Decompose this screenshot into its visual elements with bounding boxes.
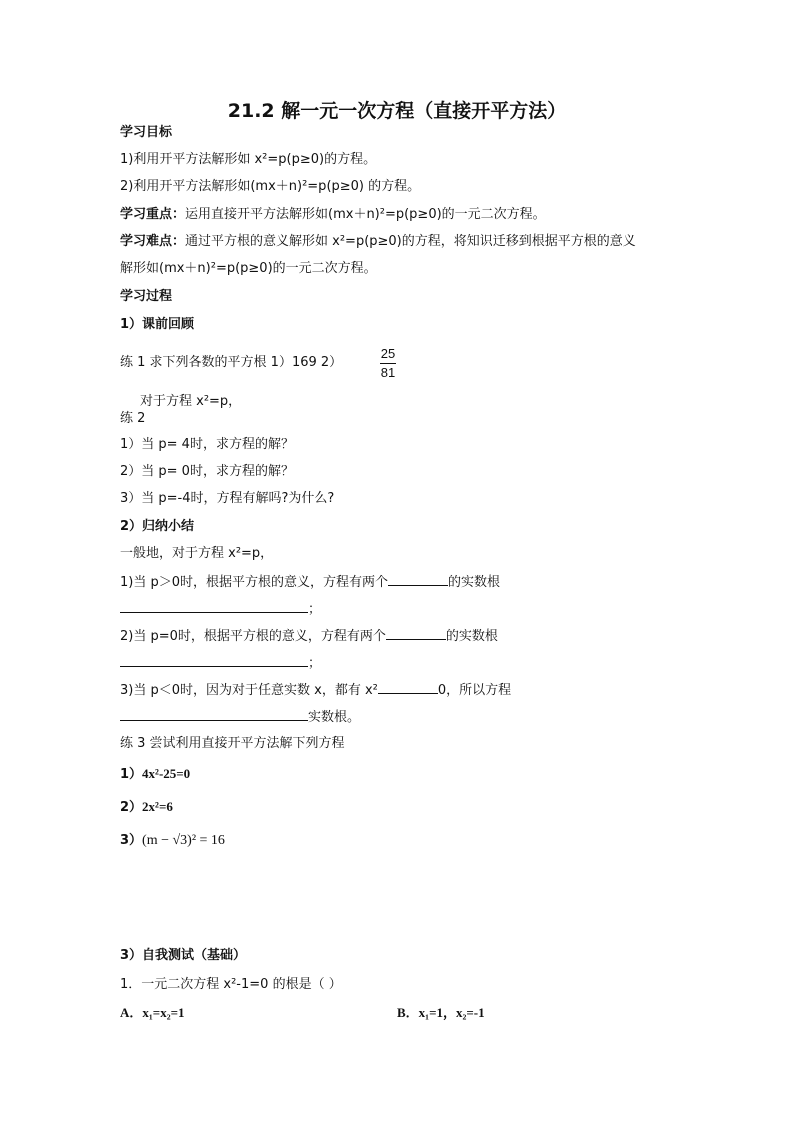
- page-title: 21.2 解一元一次方程（直接开平方法）: [227, 100, 567, 122]
- self-test-question-1: 1．一元二次方程 x²-1=0 的根是（ ）: [120, 977, 342, 992]
- option-b: B．x₁=1，x₂=-1: [397, 1005, 485, 1020]
- exercise-2-item-3: 3）当 p=-4时，方程有解吗?为什么?: [120, 491, 335, 506]
- practice-3-item-3: [120, 832, 225, 850]
- summary-item-2: [120, 626, 498, 646]
- objective-2: 2)利用开平方法解形如(mx＋n)²=p(p≥0) 的方程。: [120, 179, 421, 194]
- process-heading: 学习过程: [120, 289, 173, 304]
- objective-1: 1)利用开平方法解形如 x²=p(p≥0)的方程。: [120, 152, 377, 167]
- exercise-1: 练 1 求下列各数的平方根 1）169 2）: [120, 355, 343, 370]
- exercise-2-label: 练 2: [120, 411, 146, 426]
- summary-item-2-suffix: 的实数根: [445, 629, 498, 644]
- summary-item-3-text: 3)当 p＜0时，因为对于任意实数 x，都有 x²: [120, 683, 378, 698]
- fill-blank-1[interactable]: [388, 572, 448, 586]
- exercise-2-item-1: 1）当 p= 4时，求方程的解？: [120, 437, 294, 452]
- key-point-text: 运用直接开平方法解形如(mx＋n)²=p(p≥0)的一元二次方程。: [185, 207, 546, 222]
- difficulty-text-1: 通过平方根的意义解形如 x²=p(p≥0)的方程，将知识迁移到根据平方根的意义: [185, 234, 636, 249]
- difficulty: [120, 233, 636, 251]
- fill-blank-4[interactable]: [120, 653, 308, 667]
- self-test-heading: 3）自我测试（基础）: [120, 948, 247, 963]
- equation: (m − √3)² = 16: [142, 833, 225, 848]
- fill-blank-5[interactable]: [378, 680, 438, 694]
- fill-blank-3[interactable]: [386, 626, 446, 640]
- key-point-label: 学习重点：: [120, 207, 186, 222]
- item-number: 2）: [120, 800, 143, 815]
- practice-3-item-2: [120, 798, 173, 817]
- summary-item-2-line2: [120, 653, 321, 673]
- difficulty-label: 学习难点：: [120, 234, 186, 249]
- summary-item-3-line2: [120, 707, 360, 727]
- summary-item-1: [120, 572, 500, 592]
- summary-item-1-text: 1)当 p＞0时，根据平方根的意义，方程有两个: [120, 575, 388, 590]
- summary-item-1-end: ；: [308, 602, 322, 617]
- review-heading: 1）课前回顾: [120, 317, 195, 332]
- summary-item-2-end: ；: [308, 656, 322, 671]
- fraction-25-81: [380, 346, 396, 381]
- summary-item-1-line2: [120, 599, 321, 619]
- exercise-2-intro: 对于方程 x²=p，: [140, 394, 242, 409]
- difficulty-text-2: 解形如(mx＋n)²=p(p≥0)的一元二次方程。: [120, 261, 377, 276]
- fraction-bar: [380, 363, 396, 364]
- option-a: A．x₁=x₂=1: [120, 1005, 185, 1020]
- objectives-heading: 学习目标: [120, 125, 173, 140]
- item-number: 3）: [120, 833, 143, 848]
- fraction-denominator: 81: [380, 365, 396, 380]
- summary-item-3-suffix: 0，所以方程: [437, 683, 512, 698]
- practice-3-item-1: [120, 765, 190, 784]
- summary-item-3: [120, 680, 511, 700]
- fill-blank-6[interactable]: [120, 707, 308, 721]
- key-point: [120, 206, 546, 224]
- fraction-numerator: 25: [380, 346, 396, 361]
- exercise-2-item-2: 2）当 p= 0时，求方程的解？: [120, 464, 294, 479]
- fill-blank-2[interactable]: [120, 599, 308, 613]
- summary-heading: 2）归纳小结: [120, 519, 195, 534]
- practice-3-heading: 练 3 尝试利用直接开平方法解下列方程: [120, 736, 345, 751]
- equation: 2x²=6: [142, 799, 173, 814]
- summary-item-3-end: 实数根。: [308, 710, 361, 725]
- item-number: 1）: [120, 767, 143, 782]
- summary-intro: 一般地，对于方程 x²=p，: [120, 546, 274, 561]
- summary-item-2-text: 2)当 p=0时，根据平方根的意义，方程有两个: [120, 629, 386, 644]
- equation: 4x²-25=0: [142, 766, 191, 781]
- summary-item-1-suffix: 的实数根: [448, 575, 501, 590]
